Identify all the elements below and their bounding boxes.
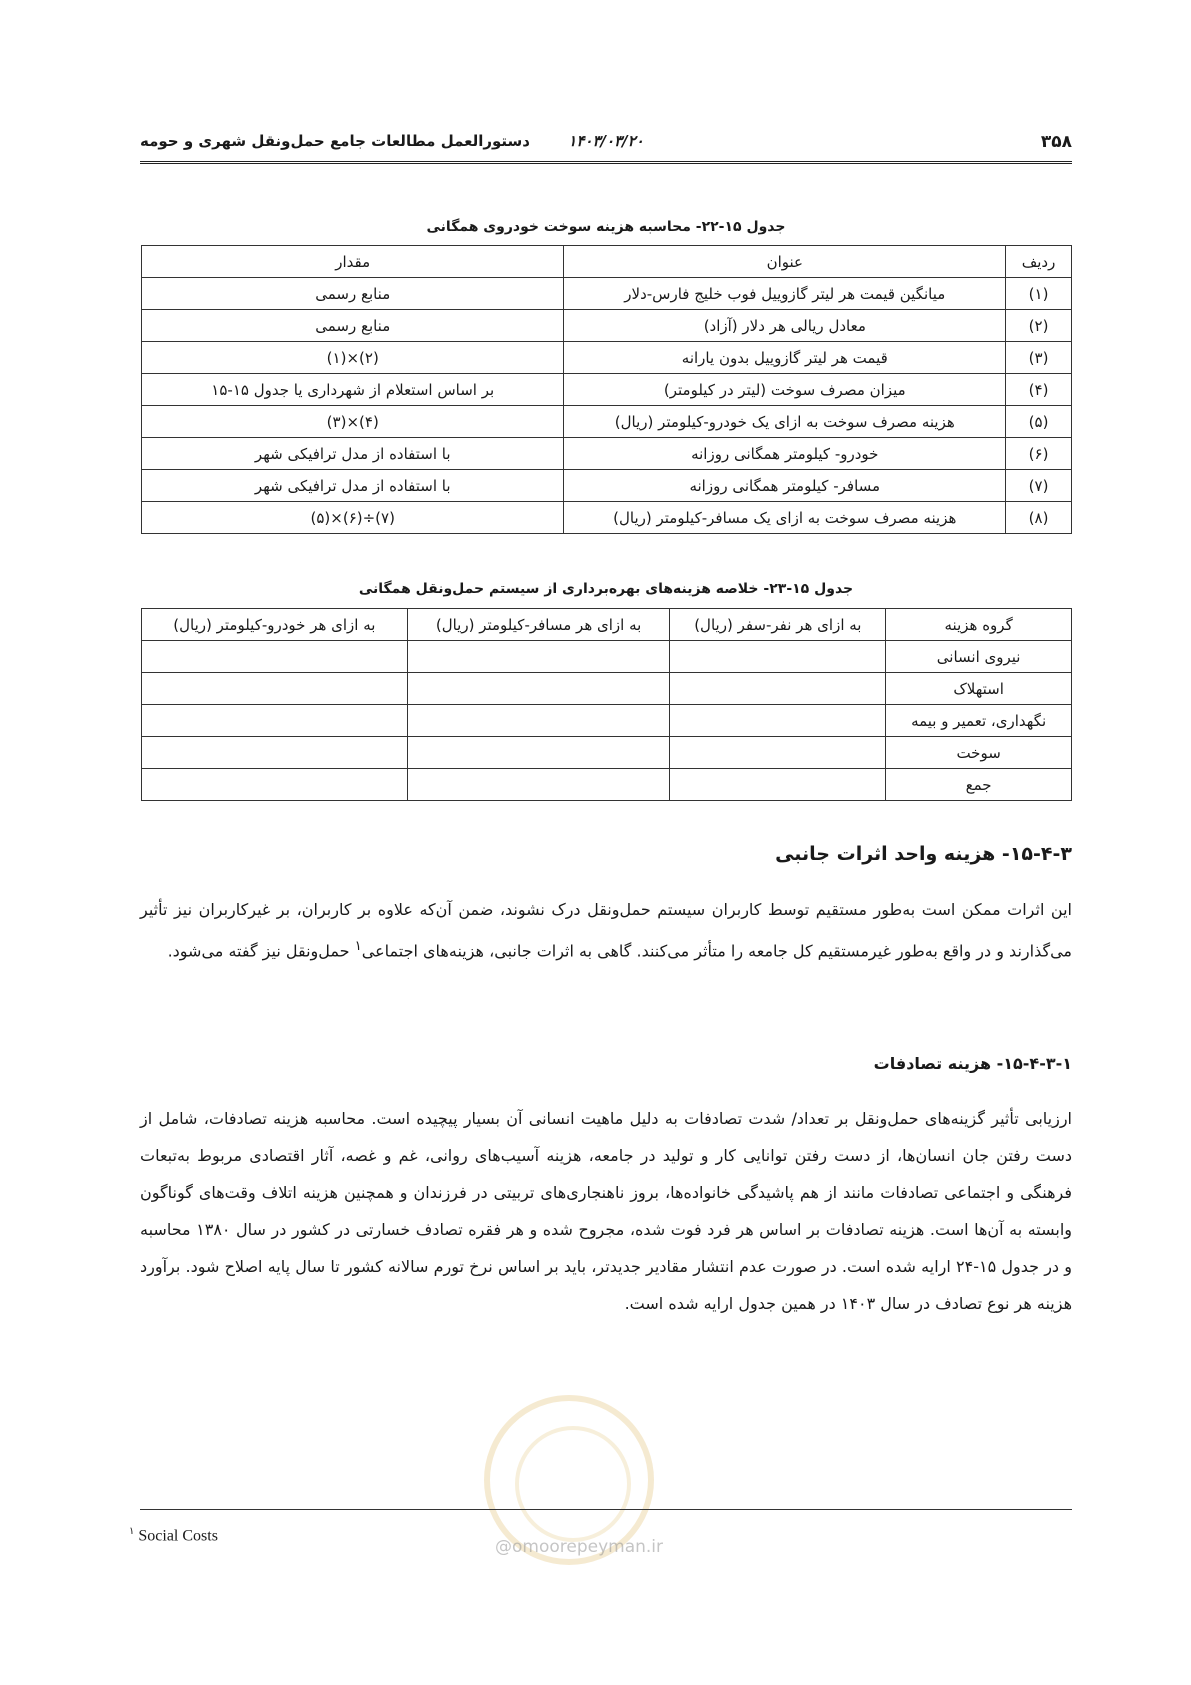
table-cell: منابع رسمی xyxy=(142,278,564,310)
table-cell: بر اساس استعلام از شهرداری یا جدول ۱۵-۱۵ xyxy=(142,374,564,406)
fuel-cost-table xyxy=(141,245,1072,534)
table-cell: (۷) xyxy=(1006,470,1072,502)
paragraph-text: این اثرات ممکن است به‌طور مستقیم توسط کاربران سیستم حمل‌ونقل درک نشوند، ضمن آن‌که علاوه بر کاربران، بر غیرکاربران نیز تأثیر می‌گذارند و در واقع به‌طور غیرمستقیم کل جامعه را متأثر می‌کنند. گاهی به اثرات جانبی، هزینه‌های اجتماعی xyxy=(140,900,1072,961)
table-cell: معادل ریالی هر دلار (آزاد) xyxy=(564,310,1006,342)
section-heading: ۱۵-۴-۳- هزینه واحد اثرات جانبی xyxy=(775,843,1072,865)
table-cell: با استفاده از مدل ترافیکی شهر xyxy=(142,438,564,470)
table-cell: سوخت xyxy=(886,737,1072,769)
table-cell xyxy=(142,641,408,673)
table-cell: با استفاده از مدل ترافیکی شهر xyxy=(142,470,564,502)
table-cell xyxy=(670,673,886,705)
table-row xyxy=(142,470,1072,502)
table-cell: (۴) xyxy=(1006,374,1072,406)
table-header-row xyxy=(142,609,1072,641)
table-cell: (۳) xyxy=(1006,342,1072,374)
table-cell: نیروی انسانی xyxy=(886,641,1072,673)
table-cell xyxy=(670,641,886,673)
watermark-text: @omoorepeyman.ir xyxy=(495,1537,664,1557)
table-cell: (۶) xyxy=(1006,438,1072,470)
column-header: به ازای هر مسافر-کیلومتر (ریال) xyxy=(407,609,670,641)
accident-cost-paragraph: ارزیابی تأثیر گزینه‌های حمل‌ونقل بر تعداد/ شدت تصادفات به دلیل ماهیت انسانی آن بسیار پیچیده است. محاسبه هزینه تصادفات، شامل از دست رفتن جان انسان‌ها، از دست رفتن توانایی کار و تولید در جامعه، هزینه آسیب‌های روانی، غم و غصه، آثار اقتصادی مربوط به‌تبعات فرهنگی و اجتماعی تصادفات مانند از هم پاشیدگی خانواده‌ها، بروز ناهنجاری‌های تربیتی در فرزندان و همچنین هزینه اتلاف وقت‌های گوناگون وابسته به آن‌ها است. هزینه تصادفات بر اساس هر فرد فوت شده، مجروح شده و هر فقره تصادف خسارتی در کشور در سال ۱۳۸۰ محاسبه و در جدول ۱۵-۲۴ ارایه شده است. در صورت عدم انتشار مقادیر جدیدتر، باید بر اساس نرخ تورم سالانه کشور تا سال پایه اصلاح شود. برآورد هزینه هر نوع تصادف در سال ۱۴۰۳ در همین جدول ارایه شده است. xyxy=(140,1109,1072,1313)
table-cell: خودرو- کیلومتر همگانی روزانه xyxy=(564,438,1006,470)
table-cell: نگهداری، تعمیر و بیمه xyxy=(886,705,1072,737)
table-cell xyxy=(670,737,886,769)
table-cell: (۴)×(۳) xyxy=(142,406,564,438)
table-cell xyxy=(142,737,408,769)
table-cell: (۱) xyxy=(1006,278,1072,310)
table-cell: استهلاک xyxy=(886,673,1072,705)
page-number: ۳۵۸ xyxy=(1040,132,1072,152)
table-row xyxy=(142,673,1072,705)
table-cell: قیمت هر لیتر گازوییل بدون یارانه xyxy=(564,342,1006,374)
table-row xyxy=(142,705,1072,737)
footnote xyxy=(129,1526,218,1545)
table-cell xyxy=(407,673,670,705)
document-title: دستورالعمل مطالعات جامع حمل‌ونقل شهری و حومه xyxy=(140,132,530,150)
table-row xyxy=(142,406,1072,438)
table-cell: میزان مصرف سوخت (لیتر در کیلومتر) xyxy=(564,374,1006,406)
table-cell: (۲) xyxy=(1006,310,1072,342)
table-cell: میانگین قیمت هر لیتر گازوییل فوب خلیج فارس-دلار xyxy=(564,278,1006,310)
page-header xyxy=(140,128,1072,164)
table-cell: هزینه مصرف سوخت به ازای یک خودرو-کیلومتر (ریال) xyxy=(564,406,1006,438)
table-cell xyxy=(407,705,670,737)
table-cell xyxy=(670,705,886,737)
table-header-row xyxy=(142,246,1072,278)
table1-caption: جدول ۱۵-۲۲- محاسبه هزینه سوخت خودروی همگانی xyxy=(426,219,786,235)
table2-caption: جدول ۱۵-۲۳- خلاصه هزینه‌های بهره‌برداری از سیستم حمل‌ونقل همگانی xyxy=(358,581,854,597)
paragraph-text: حمل‌ونقل نیز گفته می‌شود. xyxy=(167,941,355,961)
table-row xyxy=(142,310,1072,342)
footnote-reference[interactable]: ۱ xyxy=(354,939,362,954)
table-cell xyxy=(142,769,408,801)
header-date: ۱۴۰۳/۰۳/۲۰ xyxy=(568,132,644,150)
table-row xyxy=(142,502,1072,534)
table-cell: (۵) xyxy=(1006,406,1072,438)
table-cell: (۸) xyxy=(1006,502,1072,534)
table-cell xyxy=(142,705,408,737)
table-row xyxy=(142,737,1072,769)
table-cell: مسافر- کیلومتر همگانی روزانه xyxy=(564,470,1006,502)
column-header: مقدار xyxy=(142,246,564,278)
footnote-text: Social Costs xyxy=(138,1527,218,1545)
table-cell xyxy=(407,641,670,673)
column-header: گروه هزینه xyxy=(886,609,1072,641)
footnote-divider xyxy=(140,1509,1072,1510)
table-row xyxy=(142,374,1072,406)
table-cell: (۷)÷(۶)×(۵) xyxy=(142,502,564,534)
table-row xyxy=(142,769,1072,801)
table-cell xyxy=(407,737,670,769)
operating-cost-summary-table xyxy=(141,608,1072,801)
table-cell xyxy=(407,769,670,801)
column-header: ردیف xyxy=(1006,246,1072,278)
table-row xyxy=(142,641,1072,673)
table-row xyxy=(142,342,1072,374)
table-row xyxy=(142,278,1072,310)
column-header: عنوان xyxy=(564,246,1006,278)
table-cell: جمع xyxy=(886,769,1072,801)
table-cell xyxy=(670,769,886,801)
table-cell: منابع رسمی xyxy=(142,310,564,342)
table-cell xyxy=(142,673,408,705)
column-header: به ازای هر نفر-سفر (ریال) xyxy=(670,609,886,641)
footnote-marker: ۱ xyxy=(129,1526,135,1537)
table-cell: هزینه مصرف سوخت به ازای یک مسافر-کیلومتر (ریال) xyxy=(564,502,1006,534)
subsection-heading: ۱۵-۴-۳-۱- هزینه تصادفات xyxy=(873,1054,1072,1073)
side-effects-paragraph xyxy=(140,891,1072,969)
table-cell: (۲)×(۱) xyxy=(142,342,564,374)
table-row xyxy=(142,438,1072,470)
column-header: به ازای هر خودرو-کیلومتر (ریال) xyxy=(142,609,408,641)
